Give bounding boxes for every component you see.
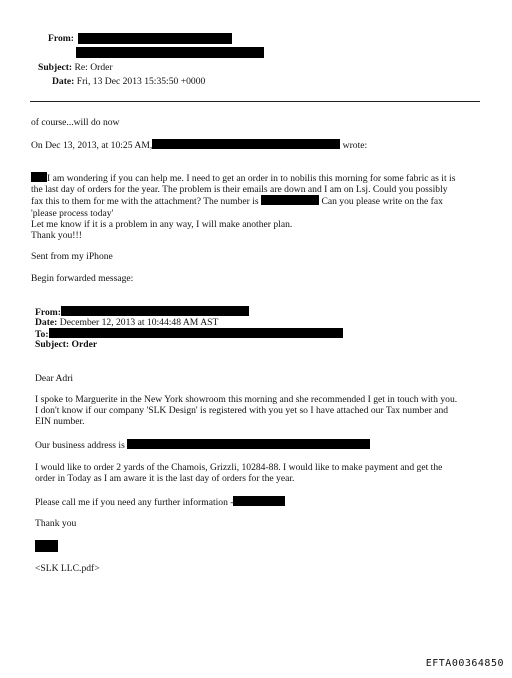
fwd-subject-value: Order xyxy=(71,339,98,350)
quote-prefix: On Dec 13, 2013, at 10:25 AM, xyxy=(31,140,153,151)
quoted-line: I am wondering if you can help me. I need to get an order in to nobilis this morning for some fabric as it is xyxy=(47,173,456,184)
attachment-name: <SLK LLC.pdf> xyxy=(35,563,100,574)
redaction-box xyxy=(49,328,343,338)
forwarded-label: Begin forwarded message: xyxy=(31,273,134,284)
paragraph-1 xyxy=(35,394,485,428)
fwd-date-line xyxy=(35,317,218,328)
bates-number: EFTA00364850 xyxy=(425,657,504,669)
redaction-box xyxy=(152,139,340,149)
sent-from: Sent from my iPhone xyxy=(31,251,113,262)
fwd-subject-line xyxy=(35,339,97,350)
quoted-line: the last day of orders for the year. The problem is their emails are down and I am on Lsj. Could you possibly xyxy=(31,184,448,196)
redaction-box xyxy=(78,33,232,44)
redaction-box xyxy=(61,306,249,316)
quoted-message xyxy=(31,172,481,241)
subject-value: Re: Order xyxy=(74,62,113,73)
body-line: EIN number. xyxy=(35,416,85,428)
quoted-line: Thank you!!! xyxy=(31,230,82,242)
quoted-line: Let me know if it is a problem in any way, I will make another plan. xyxy=(31,218,293,230)
from-label: From: xyxy=(48,33,74,44)
fwd-date-value: December 12, 2013 at 10:44:48 AM AST xyxy=(59,317,219,328)
quoted-line: fax this to them for me with the attachment? The number is xyxy=(31,196,259,208)
header-divider xyxy=(30,101,480,102)
quoted-line: 'please process today' xyxy=(31,207,114,219)
address-label: Our business address is xyxy=(35,440,125,451)
fwd-date-label: Date: xyxy=(35,317,58,328)
further-info-line xyxy=(35,496,285,508)
redaction-box xyxy=(261,195,319,205)
thank-you: Thank you xyxy=(35,518,77,529)
redaction-box xyxy=(127,439,370,449)
greeting: Dear Adri xyxy=(35,373,74,384)
body-line: I don't know if our company 'SLK Design' is registered with you yet so I have attached our Tax number and xyxy=(35,405,449,417)
reply-body: of course...will do now xyxy=(31,117,120,128)
fwd-from-label: From: xyxy=(35,307,61,318)
fwd-subject-label: Subject: xyxy=(35,339,70,350)
body-line: order in Today as I am aware it is the last day of orders for the year. xyxy=(35,473,295,485)
quote-suffix: wrote: xyxy=(342,140,368,151)
redaction-box xyxy=(76,47,264,58)
quoted-line: Can you please write on the fax xyxy=(321,196,443,208)
date-value: Fri, 13 Dec 2013 15:35:50 +0000 xyxy=(76,76,206,87)
subject-line xyxy=(38,62,113,73)
redaction-box xyxy=(31,172,47,182)
address-line xyxy=(35,439,370,451)
body-line: I spoke to Marguerite in the New York showroom this morning and she recommended I get in touch with you. xyxy=(35,394,458,405)
paragraph-2 xyxy=(35,462,485,484)
redaction-box xyxy=(233,496,285,506)
subject-label: Subject: xyxy=(38,62,73,73)
fwd-to-label: To: xyxy=(35,329,49,340)
body-line: I would like to order 2 yards of the Chamois, Grizzli, 10284-88. I would like to make payment and get the xyxy=(35,462,443,473)
date-label: Date: xyxy=(52,76,75,87)
quote-attribution xyxy=(31,139,367,151)
further-info: Please call me if you need any further information - xyxy=(35,497,234,508)
date-line xyxy=(52,76,205,87)
redaction-box xyxy=(35,540,58,552)
